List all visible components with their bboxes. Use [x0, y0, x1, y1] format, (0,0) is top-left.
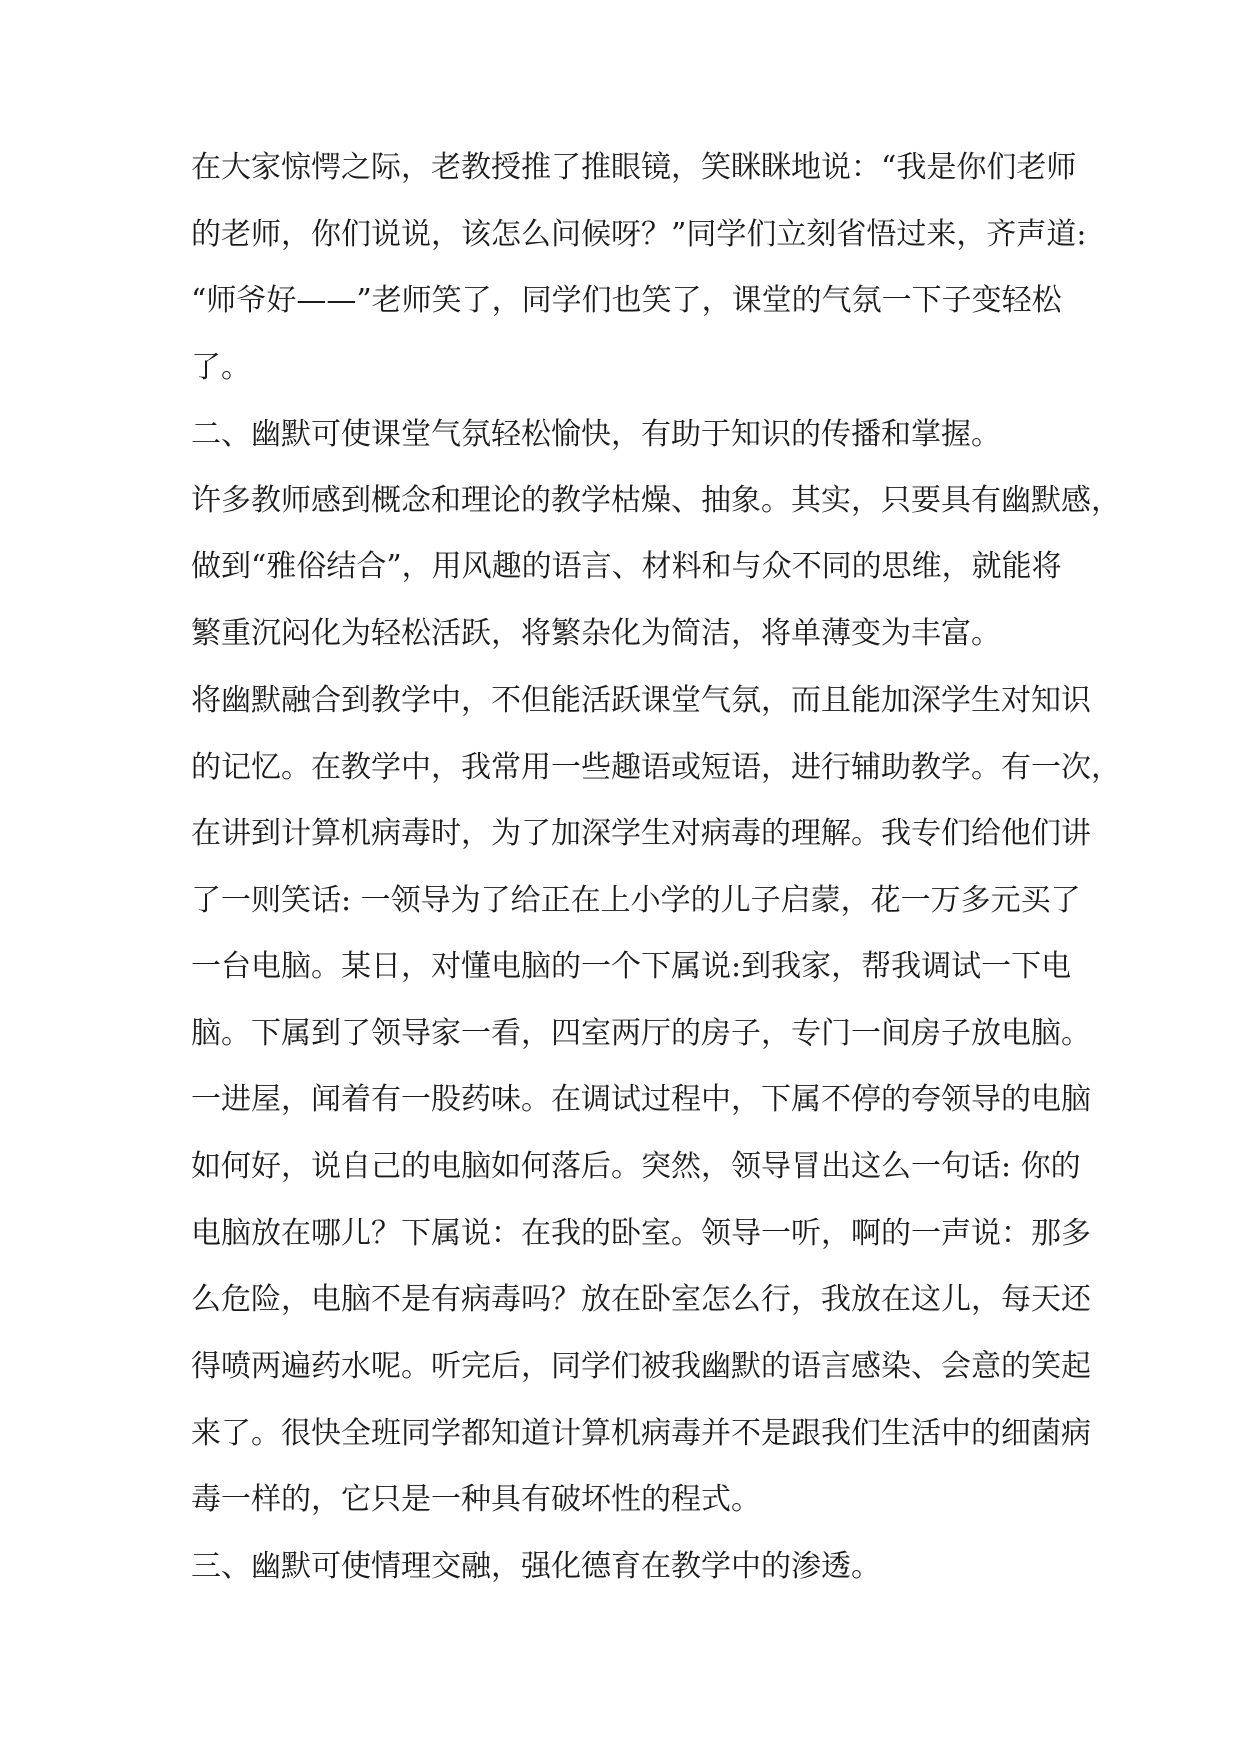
text-line: 在大家惊愕之际，老教授推了推眼镜，笑眯眯地说：“我是你们老师 [191, 150, 1077, 185]
text-line: 得喷两遍药水呢。听完后，同学们被我幽默的语言感染、会意的笑起 [191, 1349, 1091, 1384]
text-line: 么危险，电脑不是有病毒吗？放在卧室怎么行，我放在这儿，每天还 [191, 1282, 1091, 1317]
text-line: 繁重沉闷化为轻松活跃，将繁杂化为简洁，将单薄变为丰富。 [191, 616, 1001, 651]
text-line: “师爷好——”老师笑了，同学们也笑了，课堂的气氛一下子变轻松 [191, 283, 1062, 318]
text-line: 做到“雅俗结合”，用风趣的语言、材料和与众不同的思维，就能将 [191, 549, 1062, 584]
section-heading: 二、幽默可使课堂气氛轻松愉快，有助于知识的传播和掌握。 [191, 417, 1001, 452]
text-line: 脑。下属到了领导家一看，四室两厅的房子，专门一间房子放电脑。 [191, 1016, 1091, 1051]
text-line: 如何好，说自己的电脑如何落后。突然，领导冒出这么一句话: 你的 [191, 1149, 1081, 1184]
text-line: 了一则笑话: 一领导为了给正在上小学的儿子启蒙，花一万多元买了 [191, 883, 1081, 918]
text-line: 的记忆。在教学中，我常用一些趣语或短语，进行辅助教学。有一次， [191, 750, 1121, 785]
text-line: 了。 [191, 350, 251, 385]
text-line: 的老师，你们说说，该怎么问候呀？”同学们立刻省悟过来，齐声道: [191, 217, 1087, 252]
text-line: 电脑放在哪儿？下属说：在我的卧室。领导一听，啊的一声说：那多 [191, 1216, 1091, 1251]
section-heading: 三、幽默可使情理交融，强化德育在教学中的渗透。 [191, 1549, 881, 1584]
text-line: 一进屋，闻着有一股药味。在调试过程中，下属不停的夸领导的电脑 [191, 1082, 1091, 1117]
text-line: 许多教师感到概念和理论的教学枯燥、抽象。其实，只要具有幽默感， [191, 483, 1121, 518]
text-line: 一台电脑。某日，对懂电脑的一个下属说:到我家，帮我调试一下电 [191, 949, 1072, 984]
text-line: 将幽默融合到教学中，不但能活跃课堂气氛，而且能加深学生对知识 [191, 683, 1091, 718]
text-line: 毒一样的，它只是一种具有破坏性的程式。 [191, 1482, 761, 1517]
text-line: 在讲到计算机病毒时，为了加深学生对病毒的理解。我专们给他们讲 [191, 816, 1091, 851]
text-line: 来了。很快全班同学都知道计算机病毒并不是跟我们生活中的细菌病 [191, 1416, 1091, 1451]
